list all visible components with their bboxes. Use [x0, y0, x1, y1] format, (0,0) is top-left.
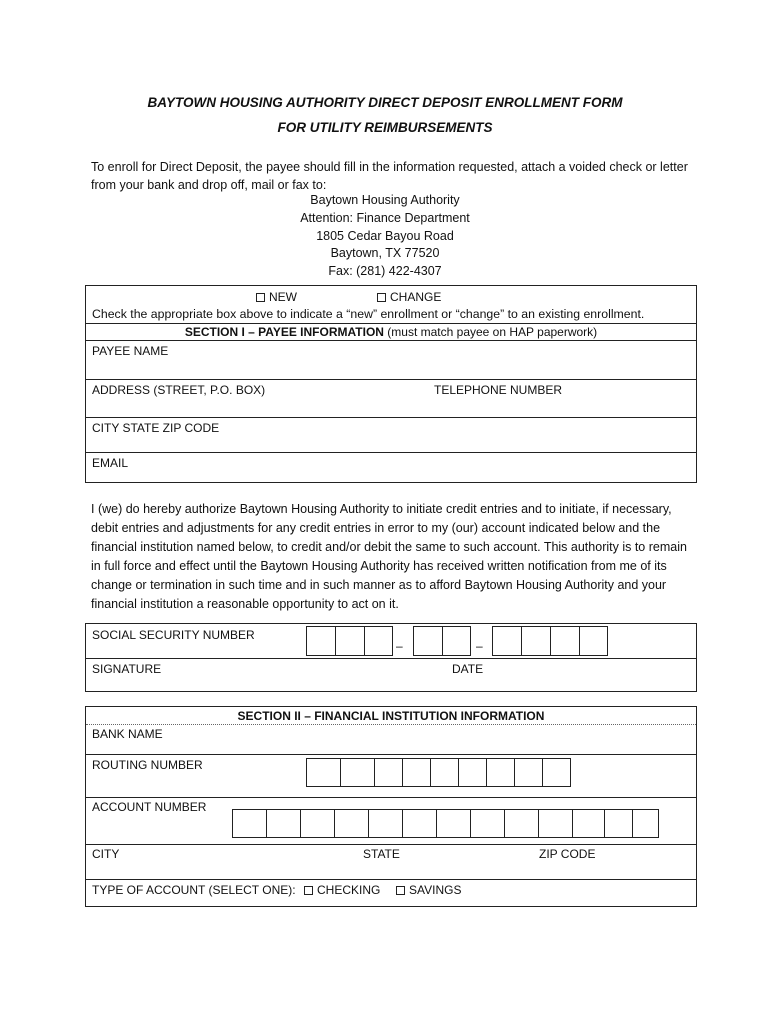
address-line: Fax: (281) 422-4307 [328, 264, 442, 278]
checking-label: CHECKING [317, 883, 381, 897]
bank-name-field[interactable]: BANK NAME [92, 727, 163, 741]
new-checkbox[interactable] [256, 293, 265, 302]
intro-text: To enroll for Direct Deposit, the payee should fill in the information requested, attach a voided check or letter from your bank and drop off, mail or fax to: [91, 160, 688, 192]
section1-title: SECTION I – PAYEE INFORMATION [184, 325, 384, 339]
checking-option[interactable] [304, 883, 380, 897]
address-field[interactable]: ADDRESS (STREET, P.O. BOX) [92, 383, 266, 397]
checking-checkbox[interactable] [304, 886, 313, 895]
telephone-field[interactable]: TELEPHONE NUMBER [434, 383, 563, 397]
date-field[interactable]: DATE [452, 662, 484, 676]
signature-field[interactable]: SIGNATURE [92, 662, 162, 676]
form-title-line1: BAYTOWN HOUSING AUTHORITY DIRECT DEPOSIT ENROLLMENT FORM [147, 95, 623, 110]
authorization-text: I (we) do hereby authorize Baytown Housing Authority to initiate credit entries and to initiate, if necessary, debit entries and adjustments for any credit entries in error to my (our) account indicated below and the financial institution named below, to credit and/or debit the same to such account. This authority is to remain in full force and effect until the Baytown Housing Authority has received written notification from me of its change or termination in such time and in such manner as to afford Baytown Housing Authority and your financial institution a reasonable opportunity to act on it. [91, 502, 687, 611]
savings-option[interactable] [396, 883, 461, 897]
routing-label: ROUTING NUMBER [92, 758, 203, 772]
payee-section-box [85, 285, 697, 483]
account-number-input[interactable] [232, 809, 659, 838]
section1-heading [86, 325, 696, 339]
city-state-zip-field[interactable]: CITY STATE ZIP CODE [92, 421, 220, 435]
routing-number-input[interactable] [306, 758, 571, 787]
new-option[interactable] [256, 290, 297, 304]
savings-checkbox[interactable] [396, 886, 405, 895]
bank-section-box [85, 706, 697, 907]
form-title-line2: FOR UTILITY REIMBURSEMENTS [277, 120, 493, 135]
signature-box [85, 623, 697, 692]
account-type-label: TYPE OF ACCOUNT (SELECT ONE): [92, 883, 296, 897]
section2-heading: SECTION II – FINANCIAL INSTITUTION INFORMATION [237, 709, 545, 723]
address-line: Baytown Housing Authority [310, 193, 460, 207]
section1-note: (must match payee on HAP paperwork) [387, 325, 598, 339]
savings-label: SAVINGS [409, 883, 462, 897]
change-option[interactable] [377, 290, 441, 304]
ssn-input[interactable] [306, 626, 393, 656]
bank-state-field[interactable]: STATE [363, 847, 400, 861]
ssn-dash: – [476, 639, 483, 653]
address-line: 1805 Cedar Bayou Road [316, 229, 454, 243]
ssn-label: SOCIAL SECURITY NUMBER [92, 628, 255, 642]
ssn-input-group2[interactable] [413, 626, 471, 656]
address-line: Baytown, TX 77520 [330, 246, 440, 260]
ssn-input-group3[interactable] [492, 626, 608, 656]
payee-name-field[interactable]: PAYEE NAME [92, 344, 169, 358]
address-line: Attention: Finance Department [300, 211, 470, 225]
new-label: NEW [269, 290, 297, 304]
account-label: ACCOUNT NUMBER [92, 800, 207, 814]
bank-zip-field[interactable]: ZIP CODE [539, 847, 596, 861]
bank-city-field[interactable]: CITY [92, 847, 120, 861]
email-field[interactable]: EMAIL [92, 456, 129, 470]
change-label: CHANGE [390, 290, 442, 304]
ssn-dash: – [396, 639, 403, 653]
enrollment-instruction: Check the appropriate box above to indicate a “new” enrollment or “change” to an existing enrollment. [92, 307, 645, 321]
change-checkbox[interactable] [377, 293, 386, 302]
